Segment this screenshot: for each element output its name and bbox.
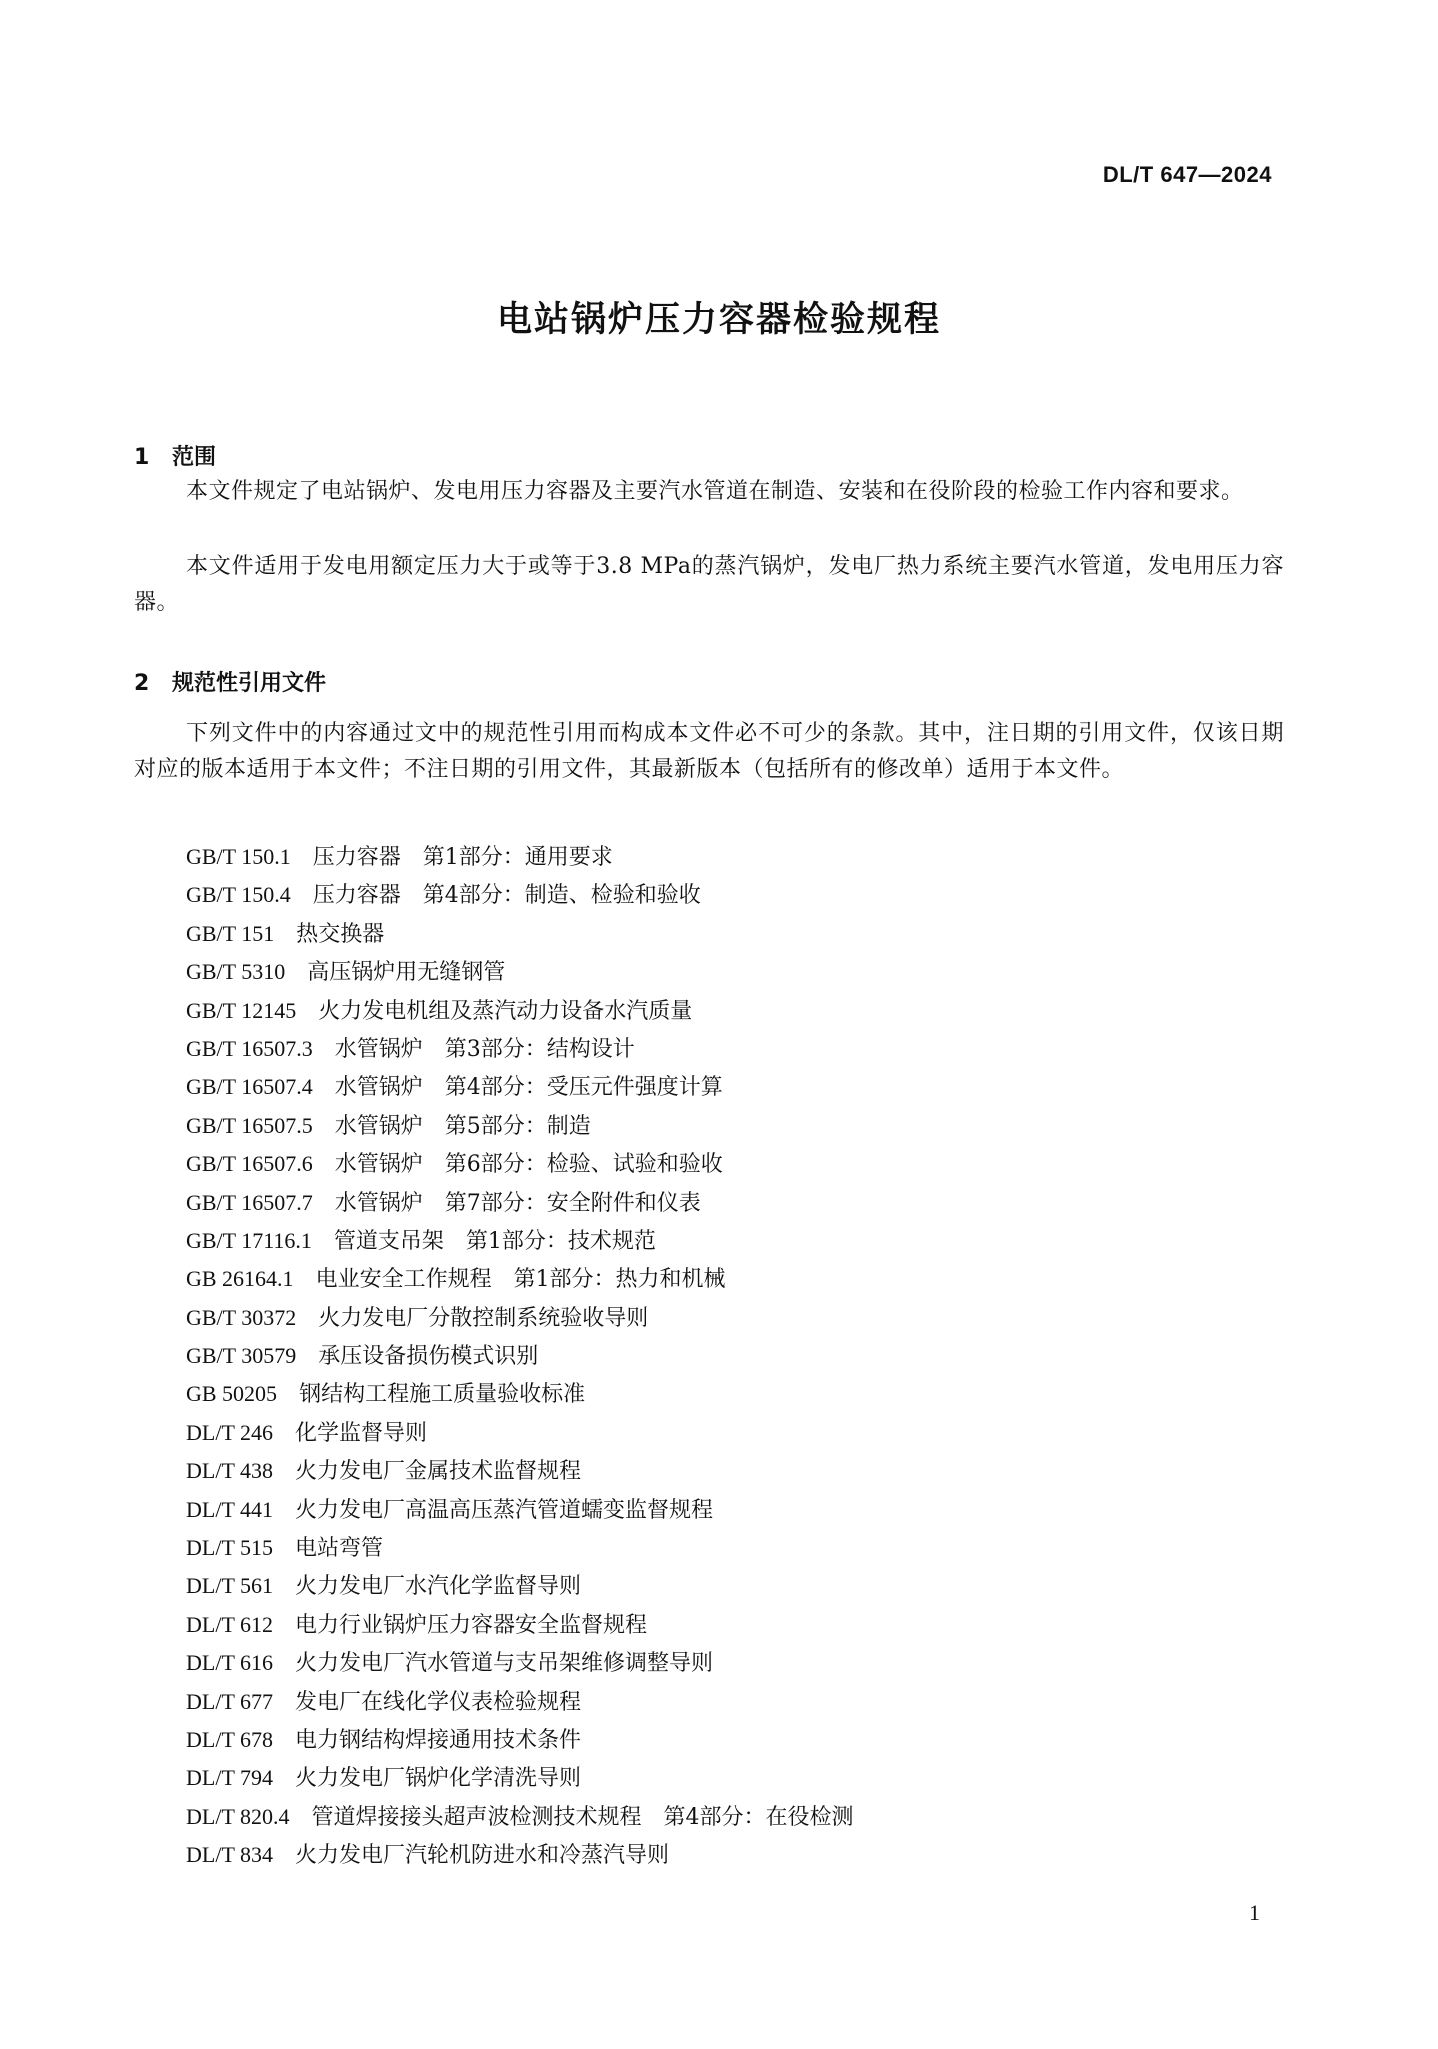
page-number: 1: [1249, 1900, 1260, 1925]
section-number: 2: [134, 671, 150, 696]
reference-code: DL/T 834: [186, 1842, 273, 1868]
section-title: 范围: [172, 445, 217, 470]
reference-code: GB/T 150.1: [186, 844, 291, 869]
reference-title: 火力发电厂水汽化学监督导则: [294, 1574, 581, 1600]
reference-title: 火力发电厂分散控制系统验收导则: [318, 1305, 649, 1331]
reference-code: DL/T 438: [186, 1458, 273, 1484]
reference-item: [186, 1452, 853, 1490]
reference-item: [186, 1260, 853, 1298]
reference-item: [186, 953, 853, 991]
reference-code: DL/T 794: [186, 1765, 273, 1791]
reference-title: 电业安全工作规程 第1部分：热力和机械: [315, 1267, 726, 1293]
reference-title: 火力发电厂金属技术监督规程: [294, 1459, 581, 1485]
reference-code: DL/T 616: [186, 1650, 273, 1676]
reference-item: [186, 1414, 853, 1452]
reference-code: GB/T 16507.7: [186, 1189, 313, 1215]
reference-item: [186, 1107, 853, 1145]
reference-item: [186, 1836, 853, 1874]
reference-item: [186, 1683, 853, 1721]
reference-list: [186, 838, 853, 1875]
reference-title: 火力发电厂高温高压蒸汽管道蠕变监督规程: [294, 1497, 713, 1523]
reference-code: DL/T 441: [186, 1496, 273, 1522]
reference-item: [186, 1491, 853, 1529]
reference-code: DL/T 677: [186, 1688, 273, 1714]
reference-title: 水管锅炉 第7部分：安全附件和仪表: [334, 1190, 701, 1216]
reference-code: GB/T 150.4: [186, 882, 291, 908]
reference-title: 发电厂在线化学仪表检验规程: [294, 1689, 581, 1715]
reference-code: DL/T 820.4: [186, 1803, 290, 1829]
standard-code: DL/T 647—2024: [1102, 162, 1272, 187]
reference-item: [186, 1299, 853, 1337]
reference-code: GB/T 151: [186, 920, 275, 946]
reference-title: 钢结构工程施工质量验收标准: [299, 1382, 586, 1408]
reference-title: 电力钢结构焊接通用技术条件: [294, 1727, 581, 1753]
section-1-paragraph-2: 本文件适用于发电用额定压力大于或等于3.8 MPa的蒸汽锅炉，发电厂热力系统主要汽水管道，发电用压力容器。: [134, 554, 1284, 615]
reference-code: GB/T 12145: [186, 997, 297, 1023]
reference-title: 管道焊接接头超声波检测技术规程 第4部分：在役检测: [311, 1804, 854, 1830]
reference-code: GB/T 30372: [186, 1304, 297, 1330]
reference-item: [186, 1375, 853, 1413]
reference-code: GB/T 16507.6: [186, 1151, 313, 1177]
reference-title: 压力容器 第4部分：制造、检验和验收: [312, 883, 701, 909]
section-number: 1: [134, 445, 150, 470]
reference-code: GB/T 30579: [186, 1343, 297, 1369]
reference-code: DL/T 561: [186, 1573, 273, 1599]
reference-title: 管道支吊架 第1部分：技术规范: [333, 1228, 656, 1254]
reference-code: GB 26164.1: [186, 1266, 294, 1292]
reference-item: [186, 1222, 853, 1260]
reference-item: [186, 1145, 853, 1183]
reference-title: 压力容器 第1部分：通用要求: [312, 845, 613, 870]
section-title: 规范性引用文件: [172, 671, 327, 696]
reference-title: 火力发电厂汽水管道与支吊架维修调整导则: [294, 1651, 713, 1677]
reference-title: 水管锅炉 第3部分：结构设计: [334, 1036, 635, 1062]
section-1-paragraph-1: 本文件规定了电站锅炉、发电用压力容器及主要汽水管道在制造、安装和在役阶段的检验工作内容和要求。: [186, 479, 1244, 504]
reference-item: [186, 1721, 853, 1759]
reference-item: [186, 1068, 853, 1106]
reference-code: GB/T 16507.3: [186, 1035, 313, 1061]
reference-item: [186, 1606, 853, 1644]
reference-title: 热交换器: [296, 921, 385, 947]
reference-item: [186, 1798, 853, 1836]
reference-code: DL/T 515: [186, 1535, 273, 1561]
section-1-heading: [134, 440, 216, 471]
reference-code: GB 50205: [186, 1381, 278, 1407]
document-title: 电站锅炉压力容器检验规程: [496, 300, 941, 340]
reference-title: 电站弯管: [294, 1536, 383, 1562]
reference-title: 电力行业锅炉压力容器安全监督规程: [294, 1612, 647, 1638]
reference-code: DL/T 678: [186, 1726, 273, 1752]
reference-code: GB/T 16507.5: [186, 1112, 313, 1138]
reference-item: [186, 1759, 853, 1797]
reference-item: [186, 1337, 853, 1375]
reference-title: 水管锅炉 第6部分：检验、试验和验收: [334, 1152, 723, 1178]
reference-title: 化学监督导则: [294, 1420, 427, 1446]
reference-item: [186, 876, 853, 914]
reference-title: 火力发电厂锅炉化学清洗导则: [294, 1766, 581, 1792]
reference-item: [186, 1030, 853, 1068]
reference-item: [186, 838, 853, 876]
reference-item: [186, 1644, 853, 1682]
section-2-paragraph-1: 下列文件中的内容通过文中的规范性引用而构成本文件必不可少的条款。其中，注日期的引用文件，仅该日期对应的版本适用于本文件；不注日期的引用文件，其最新版本（包括所有的修改单）适用于本文件。: [134, 721, 1284, 782]
reference-code: GB/T 5310: [186, 959, 286, 985]
reference-title: 水管锅炉 第4部分：受压元件强度计算: [334, 1075, 723, 1101]
reference-code: GB/T 17116.1: [186, 1227, 312, 1253]
reference-title: 水管锅炉 第5部分：制造: [334, 1113, 591, 1139]
reference-item: [186, 1184, 853, 1222]
reference-code: DL/T 246: [186, 1419, 273, 1445]
reference-title: 高压锅炉用无缝钢管: [307, 960, 506, 986]
reference-title: 火力发电厂汽轮机防进水和冷蒸汽导则: [294, 1843, 669, 1869]
reference-title: 火力发电机组及蒸汽动力设备水汽质量: [318, 998, 693, 1024]
reference-code: GB/T 16507.4: [186, 1074, 313, 1100]
reference-title: 承压设备损伤模式识别: [318, 1344, 539, 1370]
section-2-heading: [134, 666, 326, 697]
reference-item: [186, 915, 853, 953]
reference-item: [186, 1567, 853, 1605]
reference-item: [186, 1529, 853, 1567]
reference-item: [186, 992, 853, 1030]
reference-code: DL/T 612: [186, 1611, 273, 1637]
